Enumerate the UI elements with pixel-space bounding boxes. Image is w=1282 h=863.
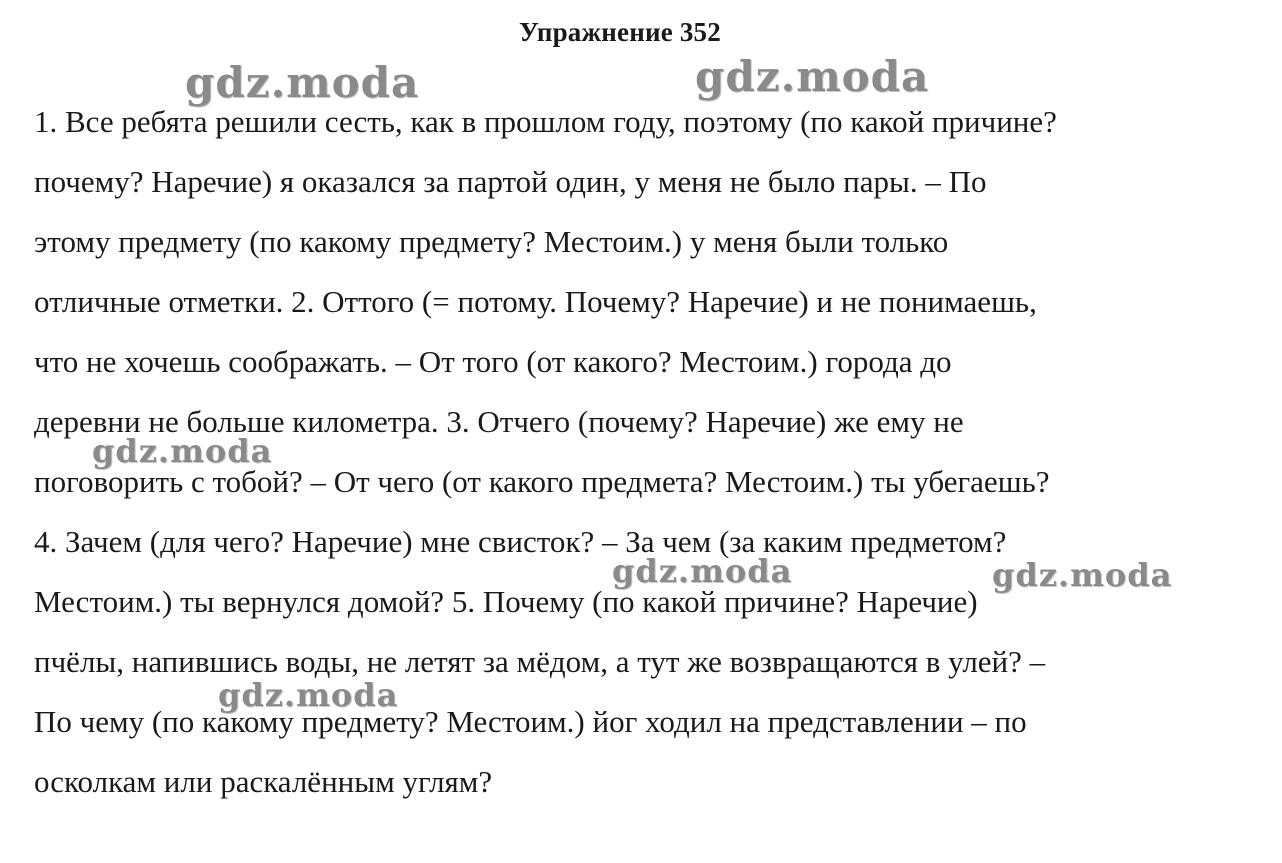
text-line: поговорить с тобой? – От чего (от какого предмета? Местоим.) ты убегаешь? [34, 464, 1050, 499]
text-line: деревни не больше километра. 3. Отчего (почему? Наречие) же ему не [34, 404, 964, 439]
exercise-text [34, 92, 1234, 812]
watermark: gdz.moda [695, 52, 930, 101]
watermark: gdz.moda [218, 676, 399, 714]
text-line: осколкам или раскалённым углям? [34, 764, 493, 799]
text-line: почему? Наречие) я оказался за партой один, у меня не было пары. – По [34, 164, 987, 199]
text-line: 1. Все ребята решили сесть, как в прошлом году, поэтому (по какой причине? [34, 104, 1057, 139]
text-line: отличные отметки. 2. Оттого (= потому. Почему? Наречие) и не понимаешь, [34, 284, 1037, 319]
text-line: пчёлы, напившись воды, не летят за мёдом, а тут же возвращаются в улей? – [34, 644, 1046, 679]
text-line: Местоим.) ты вернулся домой? 5. Почему (по какой причине? Наречие) [34, 584, 978, 619]
text-line: По чему (по какому предмету? Местоим.) йог ходил на представлении – по [34, 704, 1027, 739]
watermark: gdz.moda [612, 552, 793, 590]
watermark: gdz.moda [92, 432, 273, 470]
watermark: gdz.moda [992, 556, 1173, 594]
exercise-title: Упражнение 352 [519, 17, 721, 47]
watermark: gdz.moda [185, 58, 420, 107]
text-line: этому предмету (по какому предмету? Местоим.) у меня были только [34, 224, 949, 259]
text-line: 4. Зачем (для чего? Наречие) мне свисток? – За чем (за каким предметом? [34, 524, 1007, 559]
text-line: что не хочешь соображать. – От того (от какого? Местоим.) города до [34, 344, 952, 379]
